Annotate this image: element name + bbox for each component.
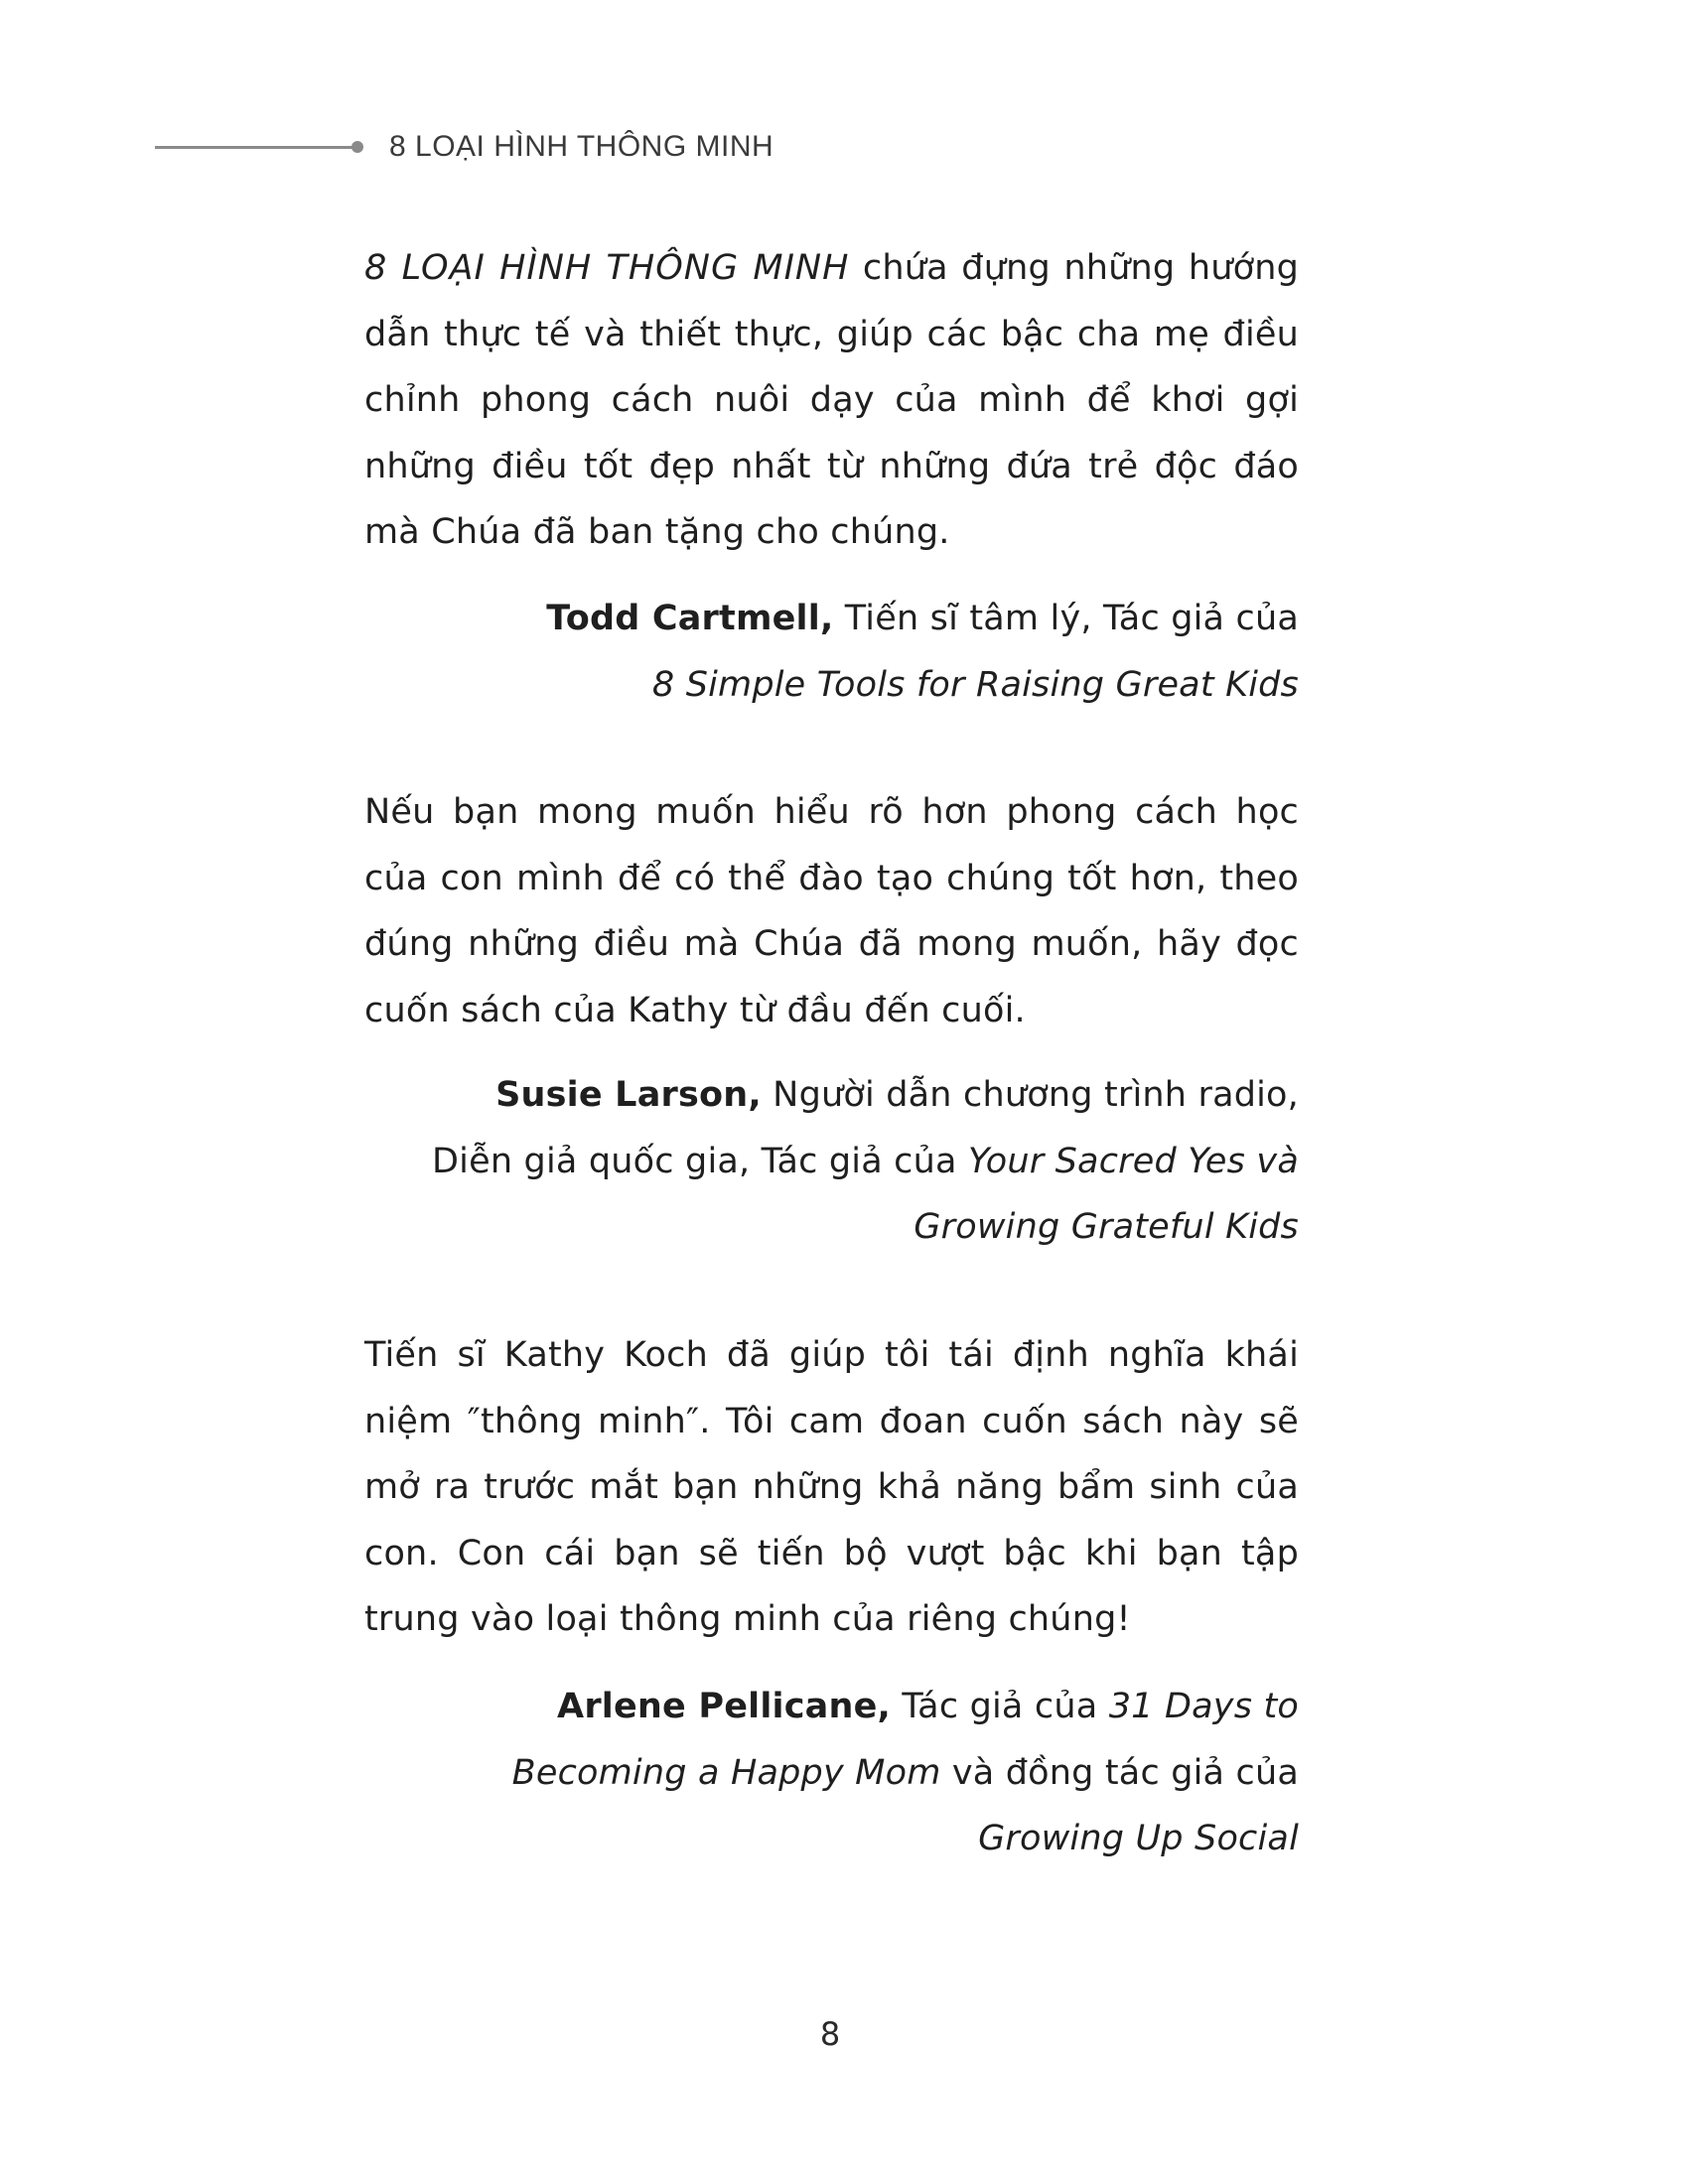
testimonial-2-quote: [364, 779, 1299, 1043]
author-name: Susie Larson,: [495, 1075, 762, 1115]
testimonial-1-quote: [364, 235, 1299, 566]
book-title-inline: 8 LOẠI HÌNH THÔNG MINH: [364, 248, 850, 288]
quote-paragraph: Tiến sĩ Kathy Koch đã giúp tôi tái định nghĩa khái niệm ″thông minh″. Tôi cam đoan cuốn sách này sẽ mở ra trước mắt bạn những khả năng bẩm sinh của con. Con cái bạn sẽ tiến bộ vượt bậc khi bạn tập trung vào loại thông minh của riêng chúng!: [364, 1335, 1299, 1639]
author-name: Arlene Pellicane,: [557, 1687, 892, 1726]
attribution-paragraph: [364, 1674, 1299, 1872]
author-role: Người dẫn chương trình radio,: [761, 1075, 1299, 1115]
author-role-continued: Diễn giả quốc gia, Tác giả của: [432, 1141, 968, 1181]
author-book-continued: Growing Grateful Kids: [914, 1207, 1299, 1247]
attribution-paragraph: [364, 586, 1299, 718]
running-header-title: 8 LOẠI HÌNH THÔNG MINH: [389, 130, 774, 163]
testimonial-3-attribution: [364, 1674, 1299, 1872]
author-role: Tiến sĩ tâm lý, Tác giả của: [833, 599, 1299, 638]
running-header: [155, 127, 774, 167]
author-name: Todd Cartmell,: [546, 599, 834, 638]
page-number: 8: [819, 2015, 841, 2053]
testimonial-1-attribution: [364, 586, 1299, 718]
testimonial-3-quote: [364, 1322, 1299, 1653]
author-book: Your Sacred Yes và: [967, 1141, 1299, 1181]
quote-paragraph: [364, 235, 1299, 566]
author-second-book: Growing Up Social: [978, 1819, 1299, 1858]
attribution-paragraph: [364, 1062, 1299, 1261]
testimonial-2-attribution: [364, 1062, 1299, 1261]
author-role-connector: và đồng tác giả của: [940, 1752, 1299, 1793]
quote-text: chứa đựng những hướng dẫn thực tế và thiết thực, giúp các bậc cha mẹ điều chỉnh phong cách nuôi dạy của mình để khơi gợi những điều tốt đẹp nhất từ những đứa trẻ độc đáo mà Chúa đã ban tặng cho chúng.: [364, 248, 1299, 552]
header-rule: [155, 146, 353, 149]
author-role: Tác giả của: [891, 1687, 1109, 1726]
author-book: 8 Simple Tools for Raising Great Kids: [651, 664, 1299, 705]
author-book: 31 Days to: [1108, 1687, 1299, 1726]
author-book-continued: Becoming a Happy Mom: [511, 1752, 941, 1793]
header-dot: [352, 141, 363, 153]
quote-paragraph: Nếu bạn mong muốn hiểu rõ hơn phong cách học của con mình để có thể đào tạo chúng tốt hơn, theo đúng những điều mà Chúa đã mong muốn, hãy đọc cuốn sách của Kathy từ đầu đến cuối.: [364, 792, 1299, 1030]
